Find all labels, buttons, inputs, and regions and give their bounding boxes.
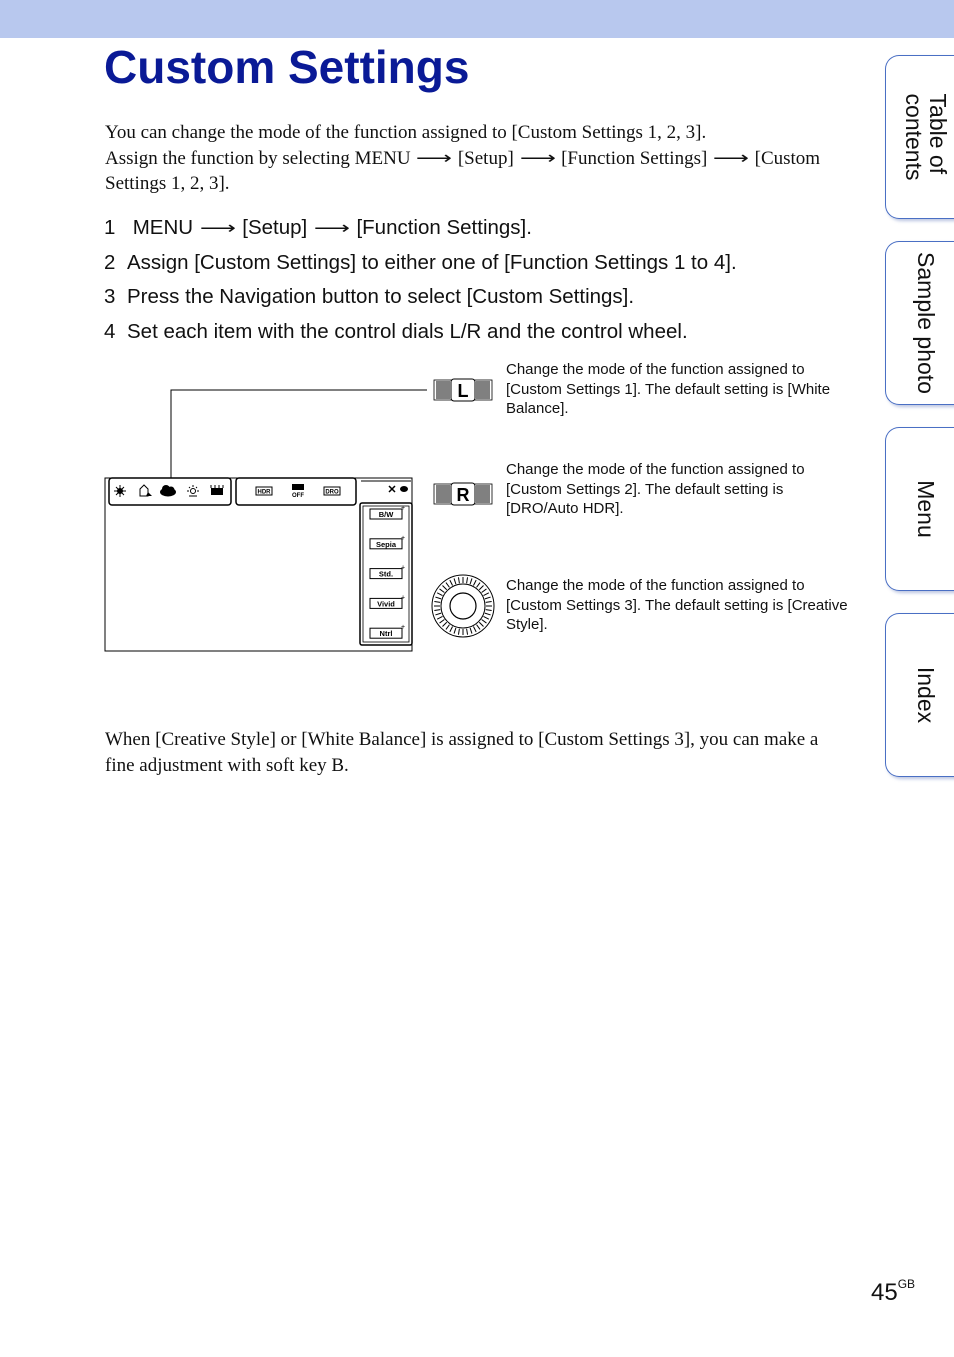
step-number: 1 <box>104 216 116 239</box>
description-custom-settings-1: Change the mode of the function assigned to [Custom Settings 1]. The default setting is [White Balance]. <box>506 361 831 418</box>
step-2 <box>104 248 737 283</box>
tab-label: Index <box>913 666 939 724</box>
steps-list <box>104 213 737 352</box>
tab-menu[interactable] <box>885 427 954 591</box>
right-arrow-icon: ⟶ <box>416 147 453 168</box>
connector-line <box>171 390 427 478</box>
style-label: Sepia <box>375 539 397 549</box>
tab-label: Menu <box>913 480 939 538</box>
note-paragraph: When [Creative Style] or [White Balance] is assigned to [Custom Settings 3], you can make a fine adjustment with soft key B. <box>105 729 819 776</box>
style-label: B/W <box>378 510 394 519</box>
style-label: Ntrl <box>379 629 393 639</box>
page-title: Custom Settings <box>104 41 470 93</box>
page-number: $45^{GB}$ <box>871 1277 916 1306</box>
step-1-part-1: MENU <box>132 216 194 239</box>
style-label: Vivid <box>377 599 395 609</box>
right-arrow-icon: ⟶ <box>199 218 236 238</box>
tab-label: Sample photo <box>913 252 939 394</box>
step-number: 2 <box>104 250 116 274</box>
step-1-part-2: [Setup] <box>242 216 308 239</box>
step-3 <box>104 282 737 317</box>
dial-l-label: L <box>457 381 469 401</box>
intro-line1: You can change the mode of the function assigned to [Custom Settings 1, 2, 3]. <box>105 122 707 143</box>
step-4-text: Set each item with the control dials L/R and the control wheel. <box>127 320 688 344</box>
tab-index[interactable] <box>885 613 954 777</box>
svg-text:OFF: OFF <box>292 493 304 499</box>
tab-sample-photo[interactable] <box>885 241 954 405</box>
right-arrow-icon: ⟶ <box>519 147 556 168</box>
right-arrow-icon: ⟶ <box>712 147 750 168</box>
intro-line2-b: [Setup] <box>457 147 514 169</box>
dro-label: DRO <box>325 489 339 496</box>
intro-line2-d: [Custom Settings 1, 2, 3]. <box>105 147 821 194</box>
description-custom-settings-3: Change the mode of the function assigned to [Custom Settings 3]. The default setting is [Creative Style]. <box>506 577 848 634</box>
svg-text:+: + <box>400 564 406 572</box>
tab-label: Table of contents <box>901 93 951 181</box>
description-custom-settings-2: Change the mode of the function assigned to [Custom Settings 2]. The default setting is [DRO/Auto HDR]. <box>506 461 805 518</box>
svg-text:+: + <box>400 505 406 512</box>
svg-text:+: + <box>400 624 406 632</box>
right-arrow-icon: ⟶ <box>313 218 350 238</box>
intro-line2-a: Assign the function by selecting MENU <box>105 147 411 169</box>
step-3-text: Press the Navigation button to select [Custom Settings]. <box>127 285 635 309</box>
svg-text:+: + <box>400 534 406 542</box>
step-4 <box>104 317 737 352</box>
intro-paragraph <box>105 120 850 197</box>
dial-r-label: R <box>456 485 470 505</box>
intro-line2-c: [Function Settings] <box>561 147 708 169</box>
step-number: 4 <box>104 320 116 344</box>
header-bar <box>0 0 954 38</box>
camera-screen-diagram <box>0 355 500 665</box>
step-1-part-3: [Function Settings]. <box>356 216 532 239</box>
control-dial-r-icon <box>434 483 492 505</box>
cloud-small-icon <box>400 486 408 492</box>
wrench-icon <box>389 486 395 492</box>
hdr-label: HDR <box>257 489 271 496</box>
svg-text:+: + <box>400 594 406 602</box>
step-number: 3 <box>104 285 116 309</box>
control-wheel-icon <box>432 575 494 637</box>
step-2-text: Assign [Custom Settings] to either one of [Function Settings 1 to 4]. <box>127 250 737 274</box>
control-dial-l-icon <box>434 379 492 401</box>
step-1 <box>104 213 737 248</box>
style-label: Std. <box>378 569 394 579</box>
tab-table-of-contents[interactable] <box>885 55 954 219</box>
